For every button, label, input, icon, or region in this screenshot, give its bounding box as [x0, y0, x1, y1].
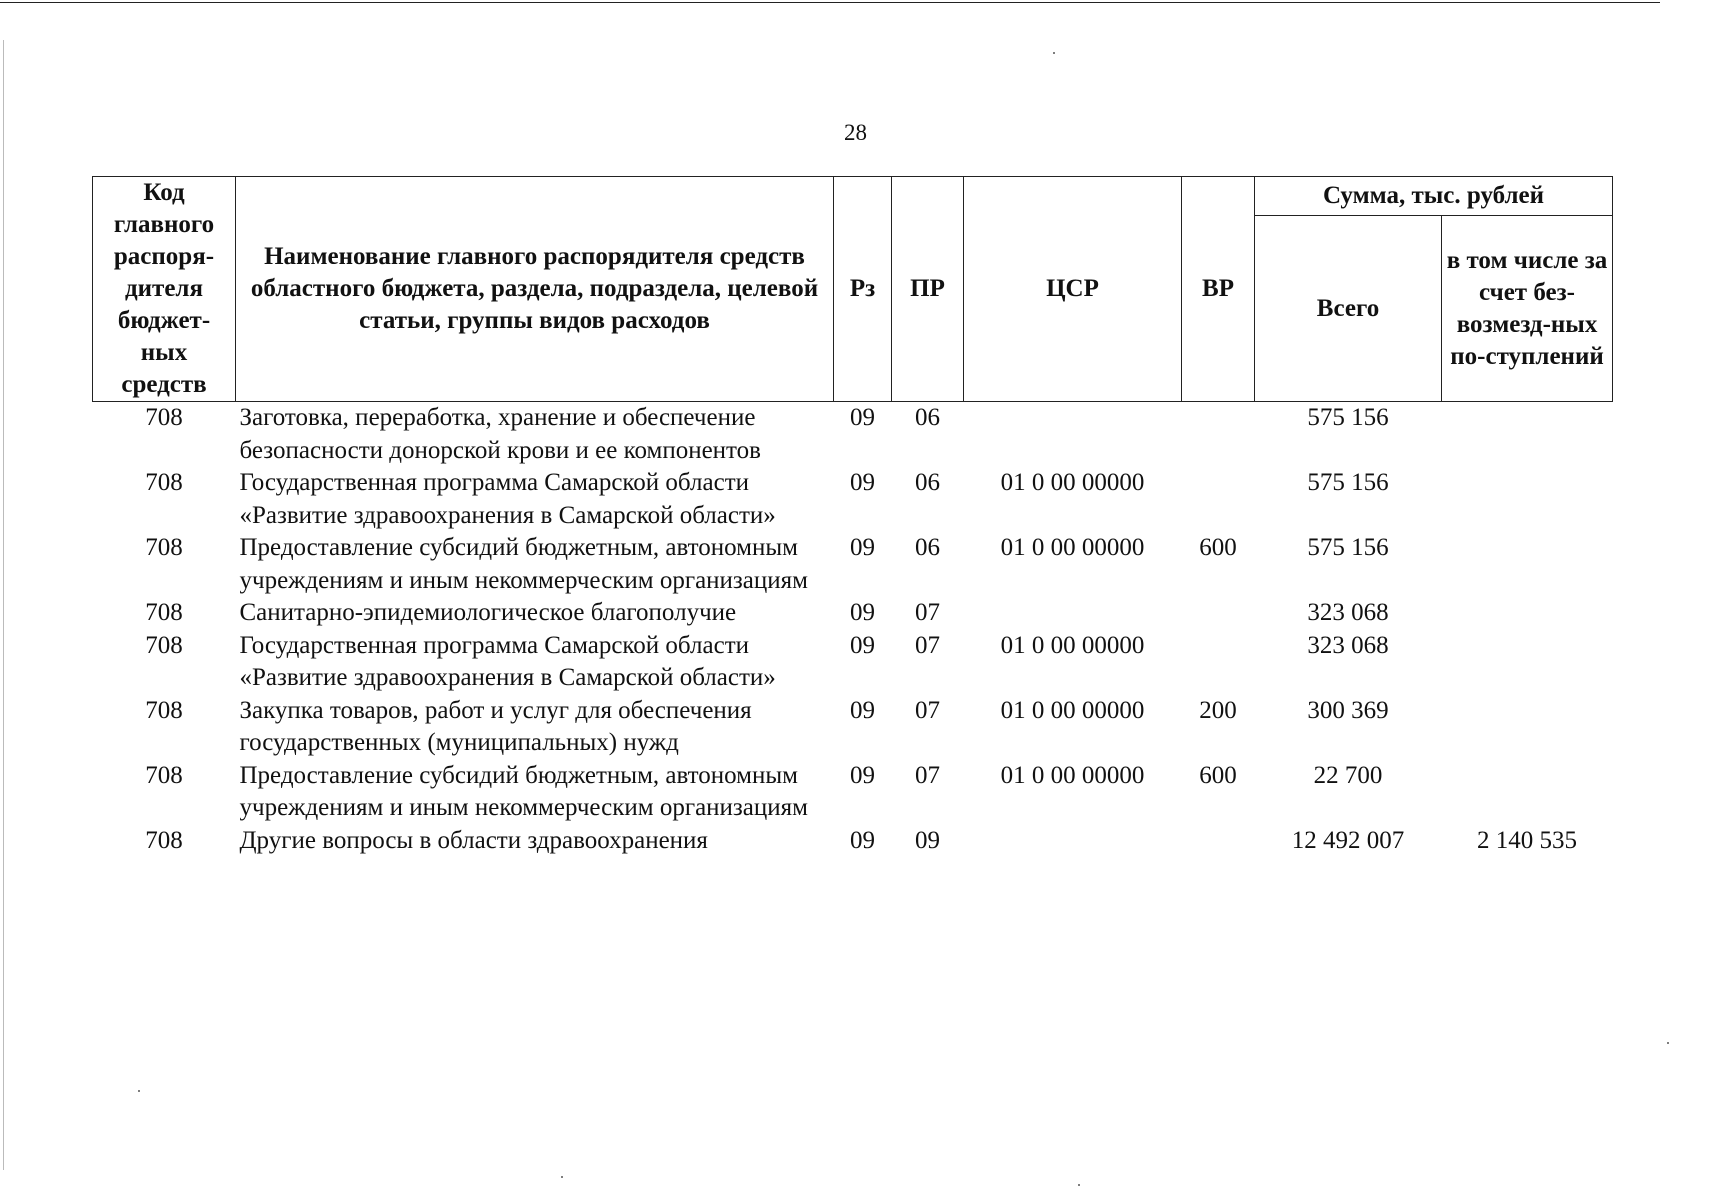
- cell-free: [1442, 695, 1613, 760]
- cell-free: [1442, 630, 1613, 695]
- cell-pr: 06: [915, 469, 940, 496]
- cell-total: 323 068: [1307, 631, 1389, 659]
- table-row: [93, 597, 1613, 630]
- cell-code: 708: [145, 631, 183, 659]
- table-body: [93, 402, 1613, 858]
- cell-free: [1442, 402, 1613, 468]
- cell-vr: 600: [1199, 534, 1237, 561]
- cell-rz: 09: [850, 404, 875, 431]
- cell-pr: 07: [915, 631, 940, 659]
- cell-csr: 01 0 00 00000: [1000, 631, 1145, 659]
- cell-name: Санитарно-эпидемиологическое благополучие: [239, 599, 737, 626]
- cell-code: 708: [145, 534, 183, 561]
- cell-name: Предоставление субсидий бюджетным, автономным учреждениям и иным некоммерческим организациям: [239, 534, 808, 594]
- cell-csr: [964, 402, 1182, 468]
- cell-code: 708: [145, 696, 183, 724]
- cell-rz: 09: [850, 631, 875, 659]
- cell-rz: 09: [850, 534, 875, 561]
- cell-pr: 07: [915, 761, 940, 789]
- cell-free: [1442, 467, 1613, 532]
- cell-name: Предоставление субсидий бюджетным, автономным учреждениям и иным некоммерческим организациям: [239, 761, 808, 821]
- scan-speck: [1667, 1042, 1669, 1044]
- cell-csr: 01 0 00 00000: [1000, 696, 1145, 724]
- cell-free: 2 140 535: [1477, 826, 1577, 854]
- cell-code: 708: [145, 469, 183, 496]
- cell-code: 708: [145, 761, 183, 789]
- cell-name: Государственная программа Самарской области «Развитие здравоохранения в Самарской области»: [239, 631, 776, 691]
- table-row: [93, 695, 1613, 760]
- header-sum: Сумма, тыс. рублей: [1255, 177, 1613, 216]
- cell-rz: 09: [850, 826, 875, 854]
- cell-total: 575 156: [1307, 469, 1389, 496]
- header-free: в том числе за счет без-возмезд-ных по-ступлений: [1442, 216, 1613, 402]
- cell-total: 575 156: [1307, 534, 1389, 561]
- table-row: [93, 467, 1613, 532]
- cell-total: 323 068: [1307, 599, 1389, 626]
- cell-total: 22 700: [1313, 761, 1383, 789]
- cell-total: 300 369: [1307, 696, 1389, 724]
- cell-csr: 01 0 00 00000: [1000, 534, 1145, 561]
- table-row: [93, 402, 1613, 468]
- header-csr: ЦСР: [964, 177, 1182, 402]
- cell-total: 12 492 007: [1291, 826, 1405, 854]
- cell-pr: 07: [915, 696, 940, 724]
- budget-table: [92, 176, 1613, 857]
- cell-name: Другие вопросы в области здравоохранения: [239, 826, 708, 854]
- header-vr: ВР: [1182, 177, 1255, 402]
- cell-pr: 07: [915, 599, 940, 626]
- table-row: [93, 760, 1613, 825]
- cell-rz: 09: [850, 599, 875, 626]
- cell-name: Государственная программа Самарской области «Развитие здравоохранения в Самарской области»: [239, 469, 776, 529]
- cell-free: [1442, 597, 1613, 630]
- header-pr: ПР: [892, 177, 964, 402]
- cell-pr: 06: [915, 404, 940, 431]
- cell-code: 708: [145, 404, 183, 431]
- cell-vr: [1182, 630, 1255, 695]
- scan-edge-top: [0, 2, 1660, 3]
- table-row: [93, 630, 1613, 695]
- cell-code: 708: [145, 599, 183, 626]
- cell-total: 575 156: [1307, 404, 1389, 431]
- table-row: [93, 825, 1613, 858]
- cell-csr: [964, 597, 1182, 630]
- scan-speck: [1078, 1184, 1080, 1186]
- cell-csr: 01 0 00 00000: [1000, 469, 1145, 496]
- cell-csr: 01 0 00 00000: [1000, 761, 1145, 789]
- cell-vr: [1182, 825, 1255, 858]
- cell-vr: 600: [1199, 761, 1237, 789]
- cell-rz: 09: [850, 761, 875, 789]
- header-code: Код главного распоря-дителя бюджет-ных средств: [93, 177, 236, 402]
- cell-name: Закупка товаров, работ и услуг для обеспечения государственных (муниципальных) нужд: [239, 696, 752, 756]
- page-number: 28: [844, 120, 867, 145]
- scan-speck: [1053, 52, 1055, 54]
- cell-vr: [1182, 597, 1255, 630]
- cell-vr: [1182, 402, 1255, 468]
- cell-code: 708: [145, 826, 183, 854]
- cell-pr: 09: [915, 826, 940, 854]
- cell-free: [1442, 760, 1613, 825]
- header-total: Всего: [1255, 216, 1442, 402]
- cell-vr: [1182, 467, 1255, 532]
- cell-csr: [964, 825, 1182, 858]
- header-rz: Рз: [834, 177, 892, 402]
- cell-free: [1442, 532, 1613, 597]
- cell-pr: 06: [915, 534, 940, 561]
- scan-edge-left: [3, 40, 4, 1170]
- header-name: Наименование главного распорядителя средств областного бюджета, раздела, подраздела, целевой статьи, группы видов расходов: [236, 177, 834, 402]
- scan-speck: [138, 1090, 140, 1092]
- table-row: [93, 532, 1613, 597]
- cell-rz: 09: [850, 696, 875, 724]
- cell-name: Заготовка, переработка, хранение и обеспечение безопасности донорской крови и ее компонентов: [239, 404, 761, 464]
- table-header: [93, 177, 1613, 402]
- cell-rz: 09: [850, 469, 875, 496]
- scan-speck: [561, 1176, 563, 1178]
- cell-vr: 200: [1199, 696, 1237, 724]
